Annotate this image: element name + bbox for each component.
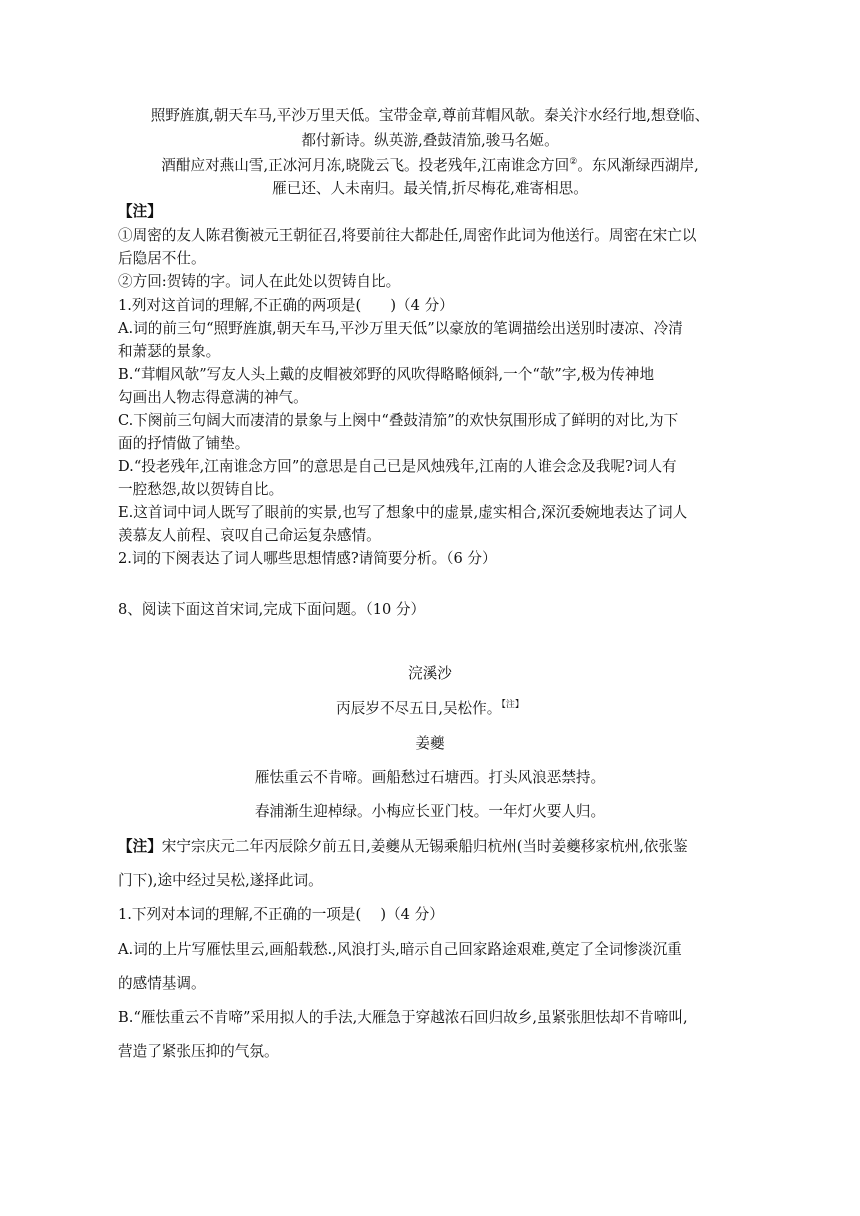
option-d-line: D.“投老残年,江南谁念方回”的意思是自己已是风烛残年,江南的人谁会念及我呢?词人有 bbox=[118, 458, 677, 475]
option-a-line: 和萧瑟的景象。 bbox=[118, 343, 221, 360]
option-a-line: A.词的上片写雁怯里云,画船载愁.,风浪打头,暗示自己回家路途艰难,奠定了全词惨淡沉重 bbox=[118, 941, 682, 958]
question8-heading: 8、阅读下面这首宋词,完成下面问题。（10 分） bbox=[118, 601, 426, 618]
notes2-header: 【注】 bbox=[118, 838, 162, 855]
poem1-line-3-tail: 。东风渐绿西湖岸, bbox=[577, 157, 699, 174]
option-c-line: 面的抒情做了铺垫。 bbox=[118, 435, 250, 452]
poem2-author: 姜夔 bbox=[415, 735, 445, 752]
question2-stem: 2.词的下阕表达了词人哪些思想情感?请简要分析。（6 分） bbox=[118, 550, 497, 567]
option-b-line: 营造了紧张压抑的气氛。 bbox=[118, 1043, 279, 1060]
option-b-line: B.“茸帽风欹”写友人头上戴的皮帽被郊野的风吹得略略倾斜,一个“欹”字,极为传神地 bbox=[118, 366, 655, 383]
footnote-mark: ② bbox=[569, 157, 578, 167]
poem1-line-3 bbox=[0, 154, 860, 175]
notes1-line: 后隐居不仕。 bbox=[118, 250, 206, 267]
poem2-line-2: 春浦渐生迎棹绿。小梅应长亚门枝。一年灯火要人归。 bbox=[254, 803, 606, 820]
notes2-line-1 bbox=[118, 835, 742, 856]
poem2-line-1: 雁怯重云不肯啼。画船愁过石塘西。打头风浪恶禁持。 bbox=[254, 769, 606, 786]
notes1-header: 【注】 bbox=[118, 203, 162, 220]
question-stem: 1.下列对本词的理解,不正确的一项是( )（4 分） bbox=[118, 906, 444, 923]
notes2-line-2: 门下),途中经过吴松,遂择此词。 bbox=[118, 872, 323, 889]
option-e-line: E.这首词中词人既写了眼前的实景,也写了想象中的虚景,虚实相合,深沉委婉地表达了词人 bbox=[118, 504, 688, 521]
notes2-text: 宋宁宗庆元二年丙辰除夕前五日,姜夔从无锡乘船归杭州(当时姜夔移家杭州,依张鉴 bbox=[161, 838, 688, 855]
option-c-line: C.下阕前三句阔大而凄清的景象与上阕中“叠鼓清笳”的欢快氛围形成了鲜明的对比,为下 bbox=[118, 412, 679, 429]
notes1-line: ②方回:贺铸的字。词人在此处以贺铸自比。 bbox=[118, 273, 401, 290]
poem1-line-1: 照野旌旗,朝天车马,平沙万里天低。宝带金章,尊前茸帽风欹。秦关汴水经行地,想登临、 bbox=[150, 107, 710, 124]
question1-stem: 1.列对这首词的理解,不正确的两项是( )（4 分） bbox=[118, 297, 454, 314]
option-b-line: 勾画出人物志得意满的神气。 bbox=[118, 389, 308, 406]
poem2-preface-text: 丙辰岁不尽五日,吴松作。 bbox=[336, 700, 502, 717]
poem2-preface bbox=[0, 697, 860, 718]
poem1-line-3-text: 酒酣应对燕山雪,正冰河月冻,晓陇云飞。投老残年,江南谁念方回 bbox=[161, 157, 570, 174]
option-b-line: B.“雁怯重云不肯啼”采用拟人的手法,大雁急于穿越浓石回归故乡,虽紧张胆怯却不肯啼叫, bbox=[118, 1009, 688, 1026]
poem1-line-4: 雁已还、人未南归。最关情,折尽梅花,难寄相思。 bbox=[272, 180, 588, 197]
poem2-title: 浣溪沙 bbox=[408, 665, 452, 682]
notes1-line: ①周密的友人陈君衡被元王朝征召,将要前往大都赴任,周密作此词为他送行。周密在宋亡以 bbox=[118, 227, 697, 244]
option-e-line: 羡慕友人前程、哀叹自己命运复杂感情。 bbox=[118, 527, 381, 544]
note-mark: 【注】 bbox=[501, 700, 524, 710]
option-d-line: 一腔愁怨,故以贺铸自比。 bbox=[118, 481, 284, 498]
option-a-line: 的感情基调。 bbox=[118, 975, 206, 992]
option-a-line: A.词的前三句“照野旌旗,朝天车马,平沙万里天低”以豪放的笔调描绘出送别时凄凉、冷清 bbox=[118, 320, 683, 337]
poem1-line-2: 都付新诗。纵英游,叠鼓清笳,骏马名姬。 bbox=[301, 132, 559, 149]
